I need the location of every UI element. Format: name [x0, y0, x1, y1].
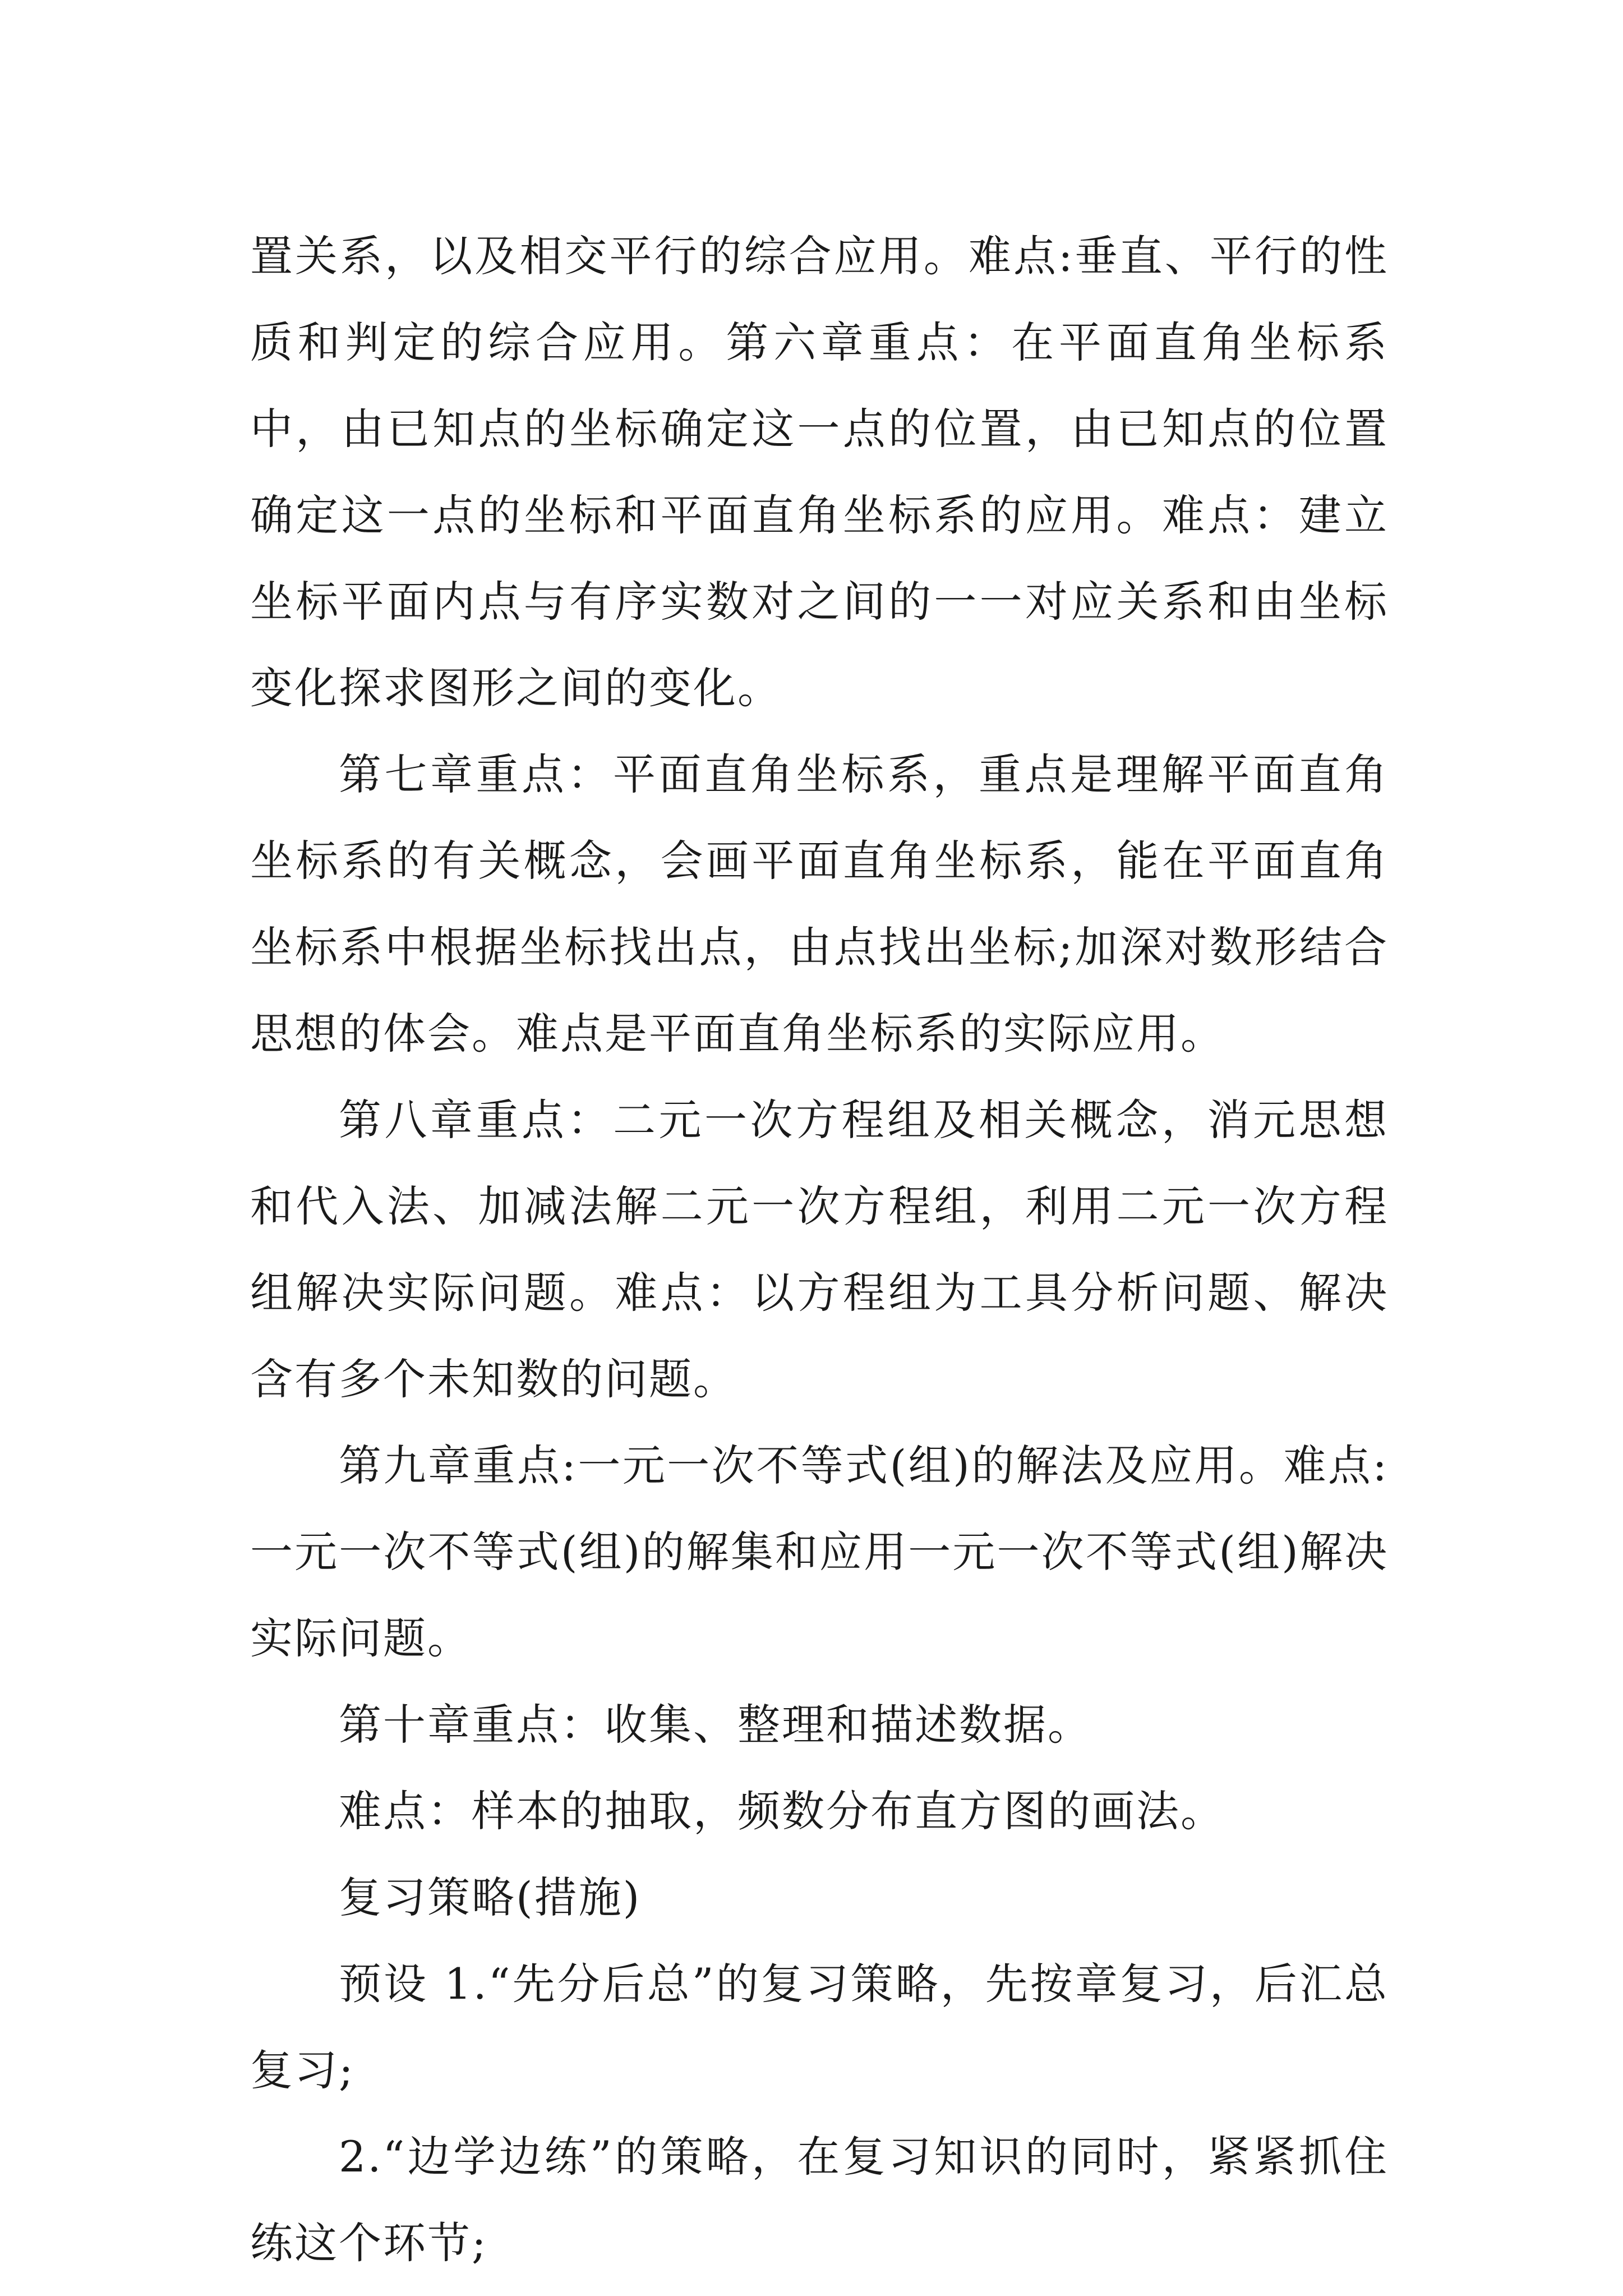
paragraph-difficulty: 难点：样本的抽取，频数分布直方图的画法。	[339, 1786, 1225, 1836]
document-body	[250, 213, 1389, 2286]
paragraph-strategy-1: 预设 1.“先分后总”的复习策略，先按章复习，后汇总复习;	[250, 1959, 1389, 2095]
paragraph-chapter-7: 第七章重点：平面直角坐标系，重点是理解平面直角坐标系的有关概念，会画平面直角坐标系，能在平面直角坐标系中根据坐标找出点，由点找出坐标;加深对数形结合思想的体会。难点是平面直角坐标系的实际应用。	[250, 749, 1389, 1059]
paragraph-chapter-9: 第九章重点:一元一次不等式(组)的解法及应用。难点:一元一次不等式(组)的解集和应用一元一次不等式(组)解决实际问题。	[250, 1441, 1389, 1663]
paragraph-chapter-6: 置关系，以及相交平行的综合应用。难点:垂直、平行的性质和判定的综合应用。第六章重点：在平面直角坐标系中，由已知点的坐标确定这一点的位置，由已知点的位置确定这一点的坐标和平面直角坐标系的应用。难点：建立坐标平面内点与有序实数对之间的一一对应关系和由坐标变化探求图形之间的变化。	[250, 231, 1389, 713]
paragraph-strategy-2: 2.“边学边练”的策略，在复习知识的同时，紧紧抓住练这个环节;	[250, 2132, 1389, 2268]
paragraph-strategy-heading: 复习策略(措施)	[339, 1872, 642, 1922]
paragraph-chapter-8: 第八章重点：二元一次方程组及相关概念，消元思想和代入法、加减法解二元一次方程组，利用二元一次方程组解决实际问题。难点：以方程组为工具分析问题、解决含有多个未知数的问题。	[250, 1095, 1389, 1404]
paragraph-chapter-10: 第十章重点：收集、整理和描述数据。	[339, 1700, 1092, 1750]
